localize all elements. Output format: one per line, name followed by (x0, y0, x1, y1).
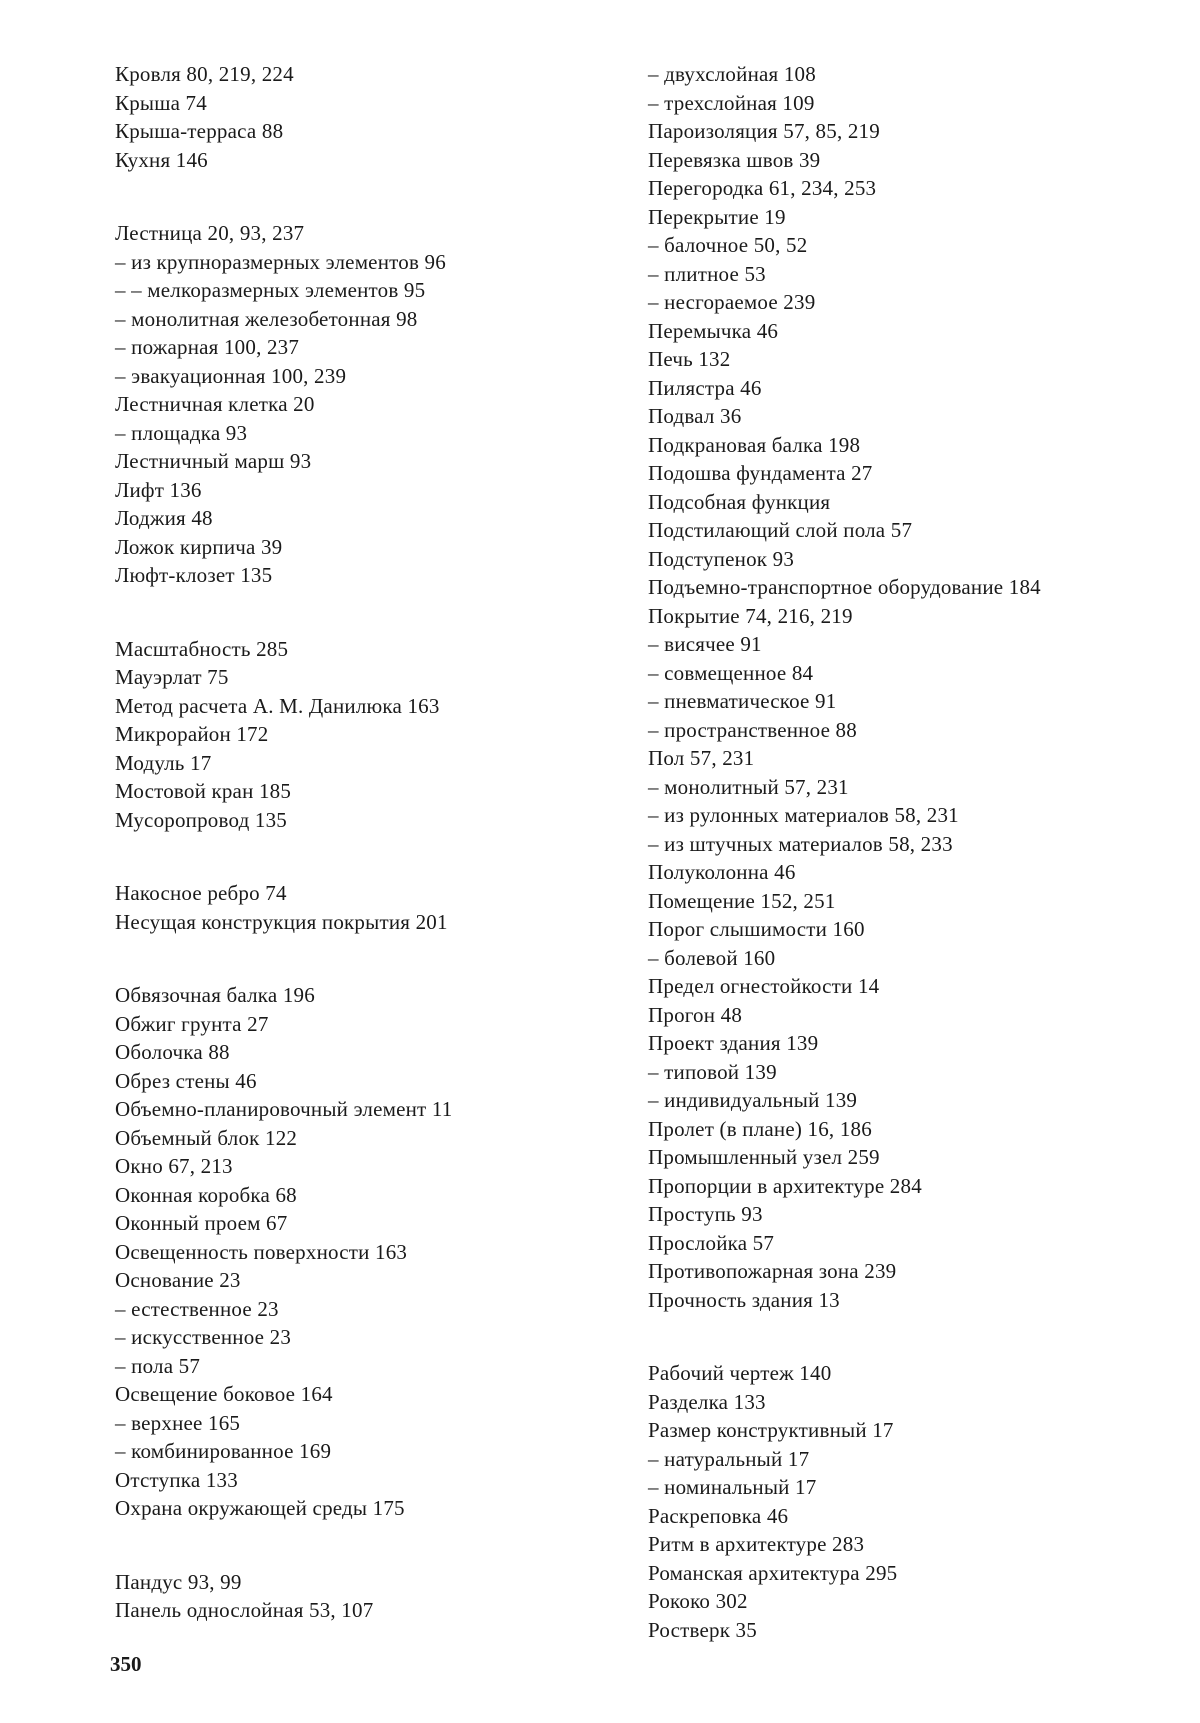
index-entry: – пожарная 100, 237 (115, 335, 300, 359)
index-entry: Обрез стены 46 (115, 1068, 257, 1093)
index-entry: Перекрытие 19 (648, 204, 786, 229)
index-entry: – плитное 53 (648, 261, 766, 286)
index-entry: Полуколонна 46 (648, 860, 796, 884)
index-entry: Объемный блок 122 (115, 1125, 298, 1150)
index-entry: Лифт 136 (115, 477, 202, 502)
index-entry: Лестничная клетка 20 (115, 392, 315, 416)
index-entry: Раскреповка 46 (648, 1503, 789, 1528)
index-entry: Оболочка 88 (115, 1040, 230, 1064)
index-entry: Отступка 133 (115, 1467, 238, 1492)
index-entry: – индивидуальный 139 (648, 1088, 858, 1112)
index-entry: Прочность здания 13 (648, 1287, 840, 1312)
index-entry: Разделка 133 (648, 1389, 766, 1414)
index-entry: – номинальный 17 (648, 1475, 817, 1499)
index-entry: – верхнее 165 (115, 1410, 241, 1435)
index-entry: Микрорайон 172 (115, 722, 269, 746)
index-entry: – пневматическое 91 (648, 689, 837, 713)
index-entry: Кровля 80, 219, 224 (115, 62, 294, 86)
index-entry: Мусоропровод 135 (115, 807, 288, 832)
index-entry: Печь 132 (648, 347, 731, 371)
index-entry: Панель однослойная 53, 107 (115, 1598, 374, 1622)
index-entry: Лестница 20, 93, 237 (115, 221, 305, 245)
index-entry: Мостовой кран 185 (115, 779, 292, 803)
index-entry: Оконная коробка 68 (115, 1182, 297, 1207)
index-entry: Метод расчета А. М. Данилюка 163 (115, 693, 440, 718)
index-entry: Подкрановая балка 198 (648, 432, 861, 457)
index-entry: Проступь 93 (648, 1202, 763, 1226)
index-entry: Подступенок 93 (648, 546, 795, 571)
index-entry: Подстилающий слой пола 57 (648, 518, 913, 542)
index-entry: Покрытие 74, 216, 219 (648, 603, 853, 628)
index-entry: Подвал 36 (648, 404, 742, 428)
index-entry: – естественное 23 (115, 1296, 279, 1321)
index-entry: Модуль 17 (115, 750, 212, 775)
index-entry: Предел огнестойкости 14 (648, 974, 880, 998)
index-entry: – из рулонных материалов 58, 231 (648, 803, 959, 827)
index-entry: Перевязка швов 39 (648, 147, 821, 172)
index-entry: Кухня 146 (115, 147, 208, 172)
index-entry: Окно 67, 213 (115, 1154, 233, 1178)
index-entry: Крыша 74 (115, 90, 207, 115)
index-entry: Ложок кирпича 39 (115, 534, 283, 559)
index-entry: – трехслойная 109 (648, 90, 815, 115)
index-entry: – эвакуационная 100, 239 (115, 363, 347, 388)
index-entry: Мауэрлат 75 (115, 665, 229, 689)
index-entry: Пропорции в архитектуре 284 (648, 1173, 922, 1198)
index-entry: Крыша-терраса 88 (115, 119, 284, 143)
index-entry: Пароизоляция 57, 85, 219 (648, 119, 880, 143)
index-entry: Помещение 152, 251 (648, 888, 836, 913)
index-column-right (648, 60, 1188, 1644)
index-entry: Перемычка 46 (648, 318, 779, 343)
index-entry: – монолитный 57, 231 (648, 774, 849, 799)
index-entry: – болевой 160 (648, 945, 776, 970)
index-entry: Основание 23 (115, 1268, 241, 1292)
index-entry: Накосное ребро 74 (115, 881, 287, 905)
index-column-left (115, 60, 635, 1625)
index-entry: Ростверк 35 (648, 1617, 757, 1642)
index-entry: – из крупноразмерных элементов 96 (115, 249, 446, 274)
index-entry: Противопожарная зона 239 (648, 1259, 897, 1283)
index-entry: Лоджия 48 (115, 506, 213, 530)
index-entry: Порог слышимости 160 (648, 917, 865, 941)
index-entry: – натуральный 17 (648, 1446, 810, 1471)
index-entry: – двухслойная 108 (648, 62, 816, 86)
index-entry: Размер конструктивный 17 (648, 1418, 894, 1442)
index-entry: – монолитная железобетонная 98 (115, 306, 418, 331)
index-entry: Перегородка 61, 234, 253 (648, 176, 877, 200)
index-entry: Проект здания 139 (648, 1031, 819, 1055)
index-entry: Лестничный марш 93 (115, 449, 312, 473)
index-entry: Рококо 302 (648, 1589, 748, 1613)
index-entry: – несгораемое 239 (648, 290, 816, 314)
index-entry: Пандус 93, 99 (115, 1569, 242, 1594)
index-entry: Несущая конструкция покрытия 201 (115, 909, 448, 934)
index-entry: Пилястра 46 (648, 375, 762, 400)
index-entry: – комбинированное 169 (115, 1439, 332, 1463)
index-entry: Подсобная функция (648, 489, 831, 514)
index-entry: – пола 57 (115, 1353, 201, 1378)
index-entry: Романская архитектура 295 (648, 1560, 898, 1585)
index-entry: Люфт-клозет 135 (115, 563, 273, 587)
index-entry: Рабочий чертеж 140 (648, 1361, 832, 1385)
page-number: 350 (110, 1652, 142, 1676)
index-entry: – искусственное 23 (115, 1325, 292, 1349)
index-entry: Подъемно-транспортное оборудование 184 (648, 575, 1041, 599)
index-entry: Прослойка 57 (648, 1230, 775, 1255)
index-entry: – пространственное 88 (648, 717, 857, 742)
index-entry: Освещение боковое 164 (115, 1382, 333, 1406)
index-entry: Освещенность поверхности 163 (115, 1239, 408, 1264)
index-entry: – – мелкоразмерных элементов 95 (115, 278, 426, 302)
index-entry: Пролет (в плане) 16, 186 (648, 1116, 872, 1141)
index-entry: Промышленный узел 259 (648, 1145, 880, 1169)
index-entry: Обвязочная балка 196 (115, 983, 315, 1007)
index-entry: – совмещенное 84 (648, 660, 814, 685)
index-entry: – из штучных материалов 58, 233 (648, 831, 953, 856)
index-entry: – площадка 93 (115, 420, 248, 445)
index-entry: – балочное 50, 52 (648, 233, 808, 257)
index-entry: Обжиг грунта 27 (115, 1011, 269, 1036)
index-entry: Охрана окружающей среды 175 (115, 1496, 405, 1520)
index-entry: Оконный проем 67 (115, 1211, 288, 1235)
index-entry: Масштабность 285 (115, 636, 289, 661)
index-entry: Прогон 48 (648, 1002, 743, 1027)
index-entry: Пол 57, 231 (648, 746, 755, 770)
index-entry: Объемно-планировочный элемент 11 (115, 1097, 453, 1121)
index-entry: Подошва фундамента 27 (648, 461, 873, 485)
index-entry: – типовой 139 (648, 1059, 777, 1084)
index-entry: Ритм в архитектуре 283 (648, 1532, 865, 1556)
index-entry: – висячее 91 (648, 632, 762, 656)
